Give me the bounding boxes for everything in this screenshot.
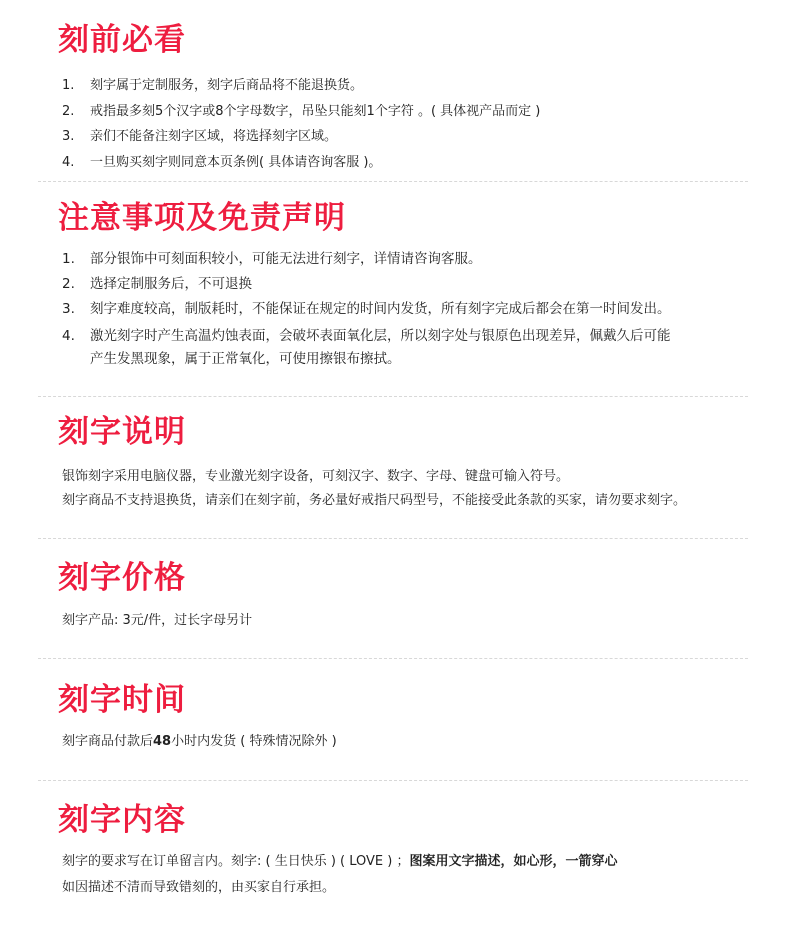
section-title-engraving-price: 刻字价格 [58,560,186,596]
list-item-continuation: 产生发黑现象，属于正常氧化，可使用擦银布擦拭。 [90,351,401,367]
section-title-engraving-content: 刻字内容 [58,802,186,838]
section-title-engraving-time: 刻字时间 [58,682,186,718]
content-line: 刻字的要求写在订单留言内。刻字: ( 生日快乐 ) ( LOVE ) ；图案用文字描述，如心形，一箭穿心 [62,854,618,869]
content-line: 如因描述不清而导致错刻的，由买家自行承担。 [62,880,336,895]
section-title-engraving-description: 刻字说明 [58,414,186,450]
list-item: 4. 激光刻字时产生高温灼蚀表面，会破坏表面氧化层，所以刻字处与银原色出现差异，佩戴久后可能 [62,328,671,344]
section-title-before-engraving: 刻前必看 [58,22,186,58]
section-divider [38,181,748,182]
list-item: 2. 选择定制服务后，不可退换 [62,276,252,292]
price-line: 刻字产品: 3元/件，过长字母另计 [62,613,253,628]
section-divider [38,780,748,781]
list-item: 2. 戒指最多刻5个汉字或8个字母数字，吊坠只能刻1个字符 。( 具体视产品而定 ) [62,104,541,119]
section-title-notices-disclaimer: 注意事项及免责声明 [58,200,346,236]
list-item: 4. 一旦购买刻字则同意本页条例( 具体请咨询客服 )。 [62,155,382,170]
section-divider [38,538,748,539]
list-item: 3. 刻字难度较高，制版耗时，不能保证在规定的时间内发货，所有刻字完成后都会在第一时间发出。 [62,301,671,317]
section-divider [38,658,748,659]
hours-value: 48 [153,734,172,749]
list-item: 1. 刻字属于定制服务，刻字后商品将不能退换货。 [62,78,364,93]
list-item: 3. 亲们不能备注刻字区域，将选择刻字区域。 [62,129,338,144]
description-line: 银饰刻字采用电脑仪器，专业激光刻字设备，可刻汉字、数字、字母、键盘可输入符号。 [62,469,570,484]
list-item: 1. 部分银饰中可刻面积较小，可能无法进行刻字，详情请咨询客服。 [62,251,482,267]
description-line: 刻字商品不支持退换货，请亲们在刻字前，务必量好戒指尺码型号，不能接受此条款的买家，请勿要求刻字。 [62,493,687,508]
time-line: 刻字商品付款后48小时内发货 ( 特殊情况除外 ) [62,734,337,749]
section-divider [38,396,748,397]
